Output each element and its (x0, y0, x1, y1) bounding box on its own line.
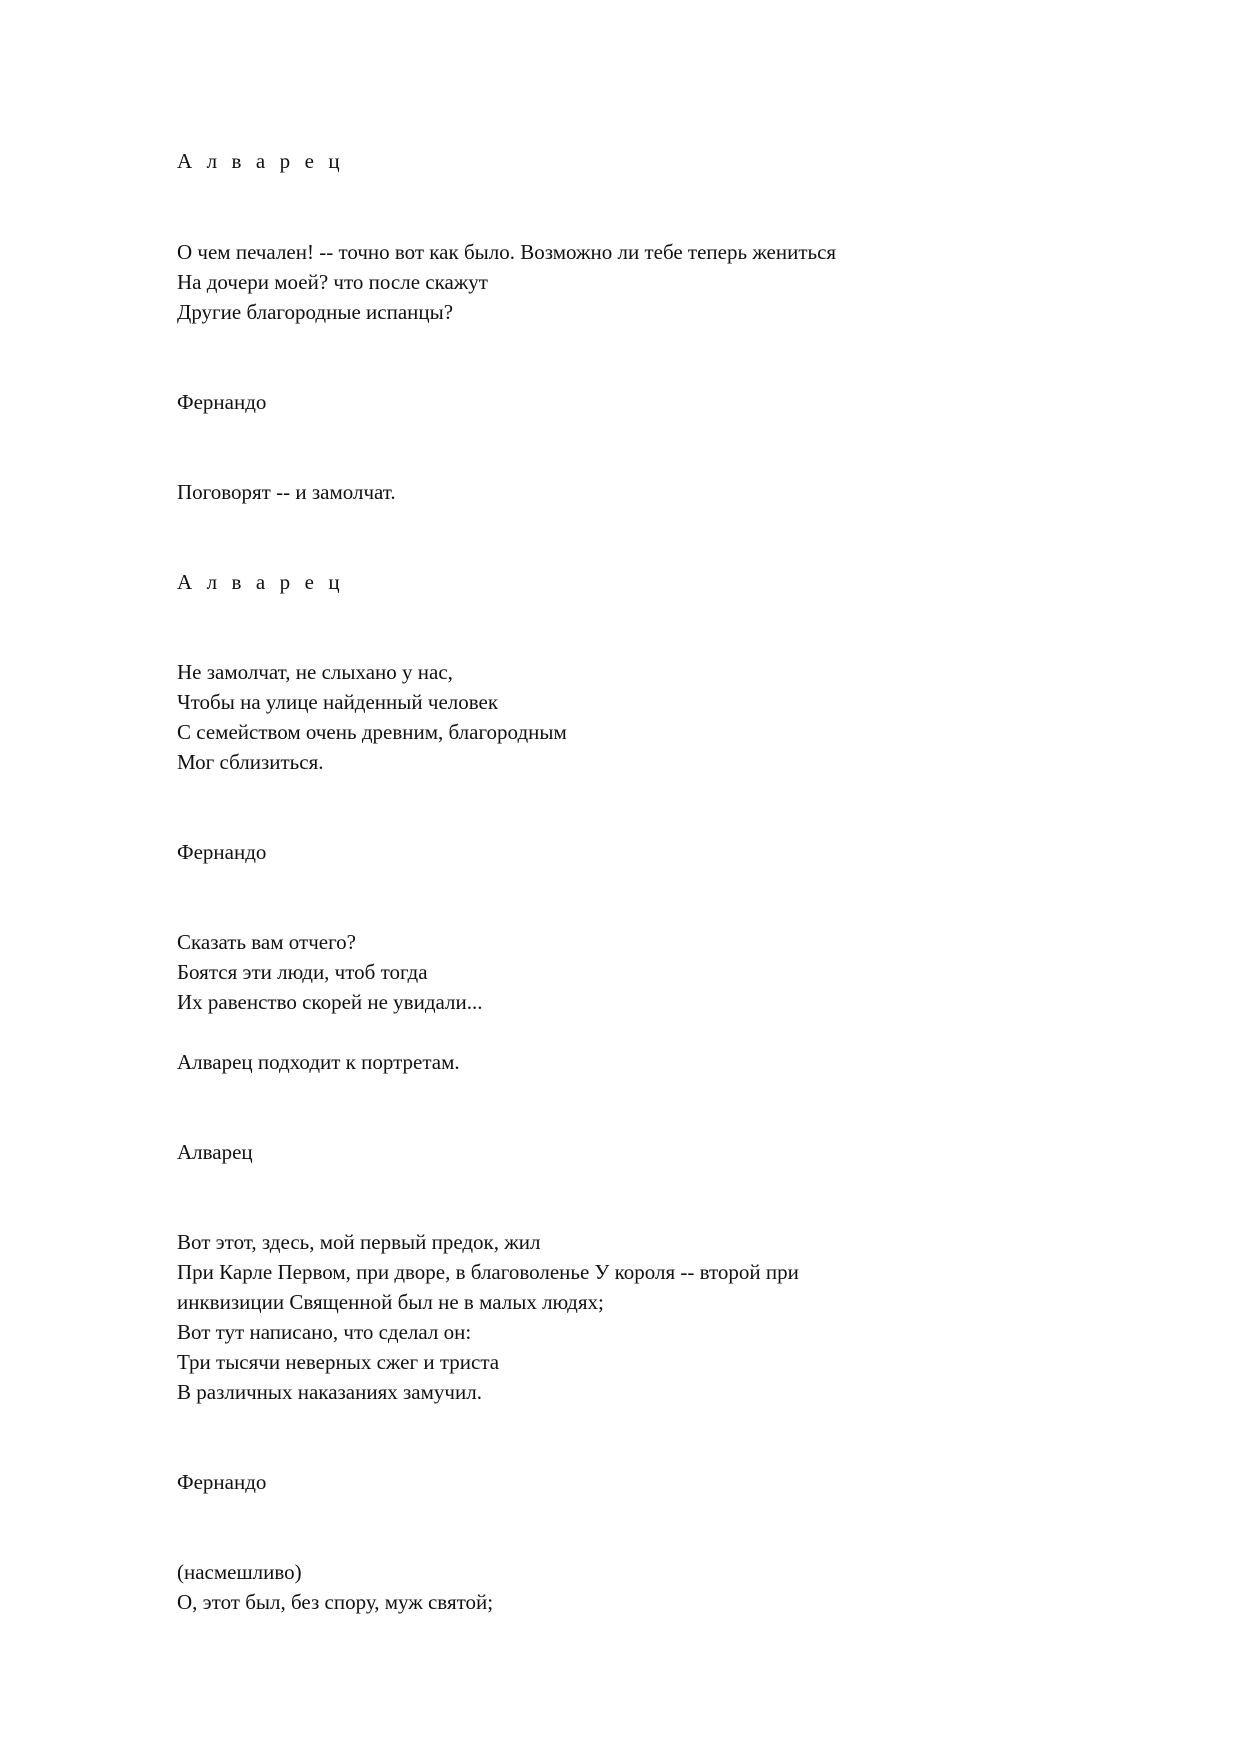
speech-line: Мог сблизиться. (177, 750, 324, 774)
speech-line: С семейством очень древним, благородным (177, 720, 567, 744)
speaker-name: А л в а р е ц (177, 570, 345, 594)
speech-line: Чтобы на улице найденный человек (177, 690, 499, 714)
speaker-name: Фернандо (177, 840, 267, 864)
speech-line: Поговорят -- и замолчат. (177, 480, 396, 504)
speech-line: В различных наказаниях замучил. (177, 1380, 482, 1404)
stage-direction: (насмешливо) (177, 1560, 302, 1584)
speech-line: Вот тут написано, что сделал он: (177, 1320, 472, 1344)
speech-line: Их равенство скорей не увидали... (177, 990, 483, 1014)
speech-line: При Карле Первом, при дворе, в благоволенье У короля -- второй при (177, 1260, 799, 1284)
speaker-name: А л в а р е ц (177, 149, 345, 173)
speech-line: О чем печален! -- точно вот как было. Возможно ли тебе теперь жениться (177, 240, 837, 264)
stage-direction: Алварец подходит к портретам. (177, 1050, 460, 1074)
speech-line: инквизиции Священной был не в малых людях; (177, 1290, 604, 1314)
speech-line: На дочери моей? что после скажут (177, 270, 488, 294)
speaker-name: Фернандо (177, 1470, 267, 1494)
speech-line: Вот этот, здесь, мой первый предок, жил (177, 1230, 541, 1254)
speech-line: Сказать вам отчего? (177, 930, 356, 954)
speech-line: Другие благородные испанцы? (177, 300, 454, 324)
speech-line: О, этот был, без спору, муж святой; (177, 1590, 494, 1614)
speech-line: Боятся эти люди, чтоб тогда (177, 960, 428, 984)
speech-line: Не замолчат, не слыхано у нас, (177, 660, 453, 684)
speech-line: Три тысячи неверных сжег и триста (177, 1350, 500, 1374)
speaker-name: Фернандо (177, 390, 267, 414)
speaker-name: Алварец (177, 1140, 253, 1164)
